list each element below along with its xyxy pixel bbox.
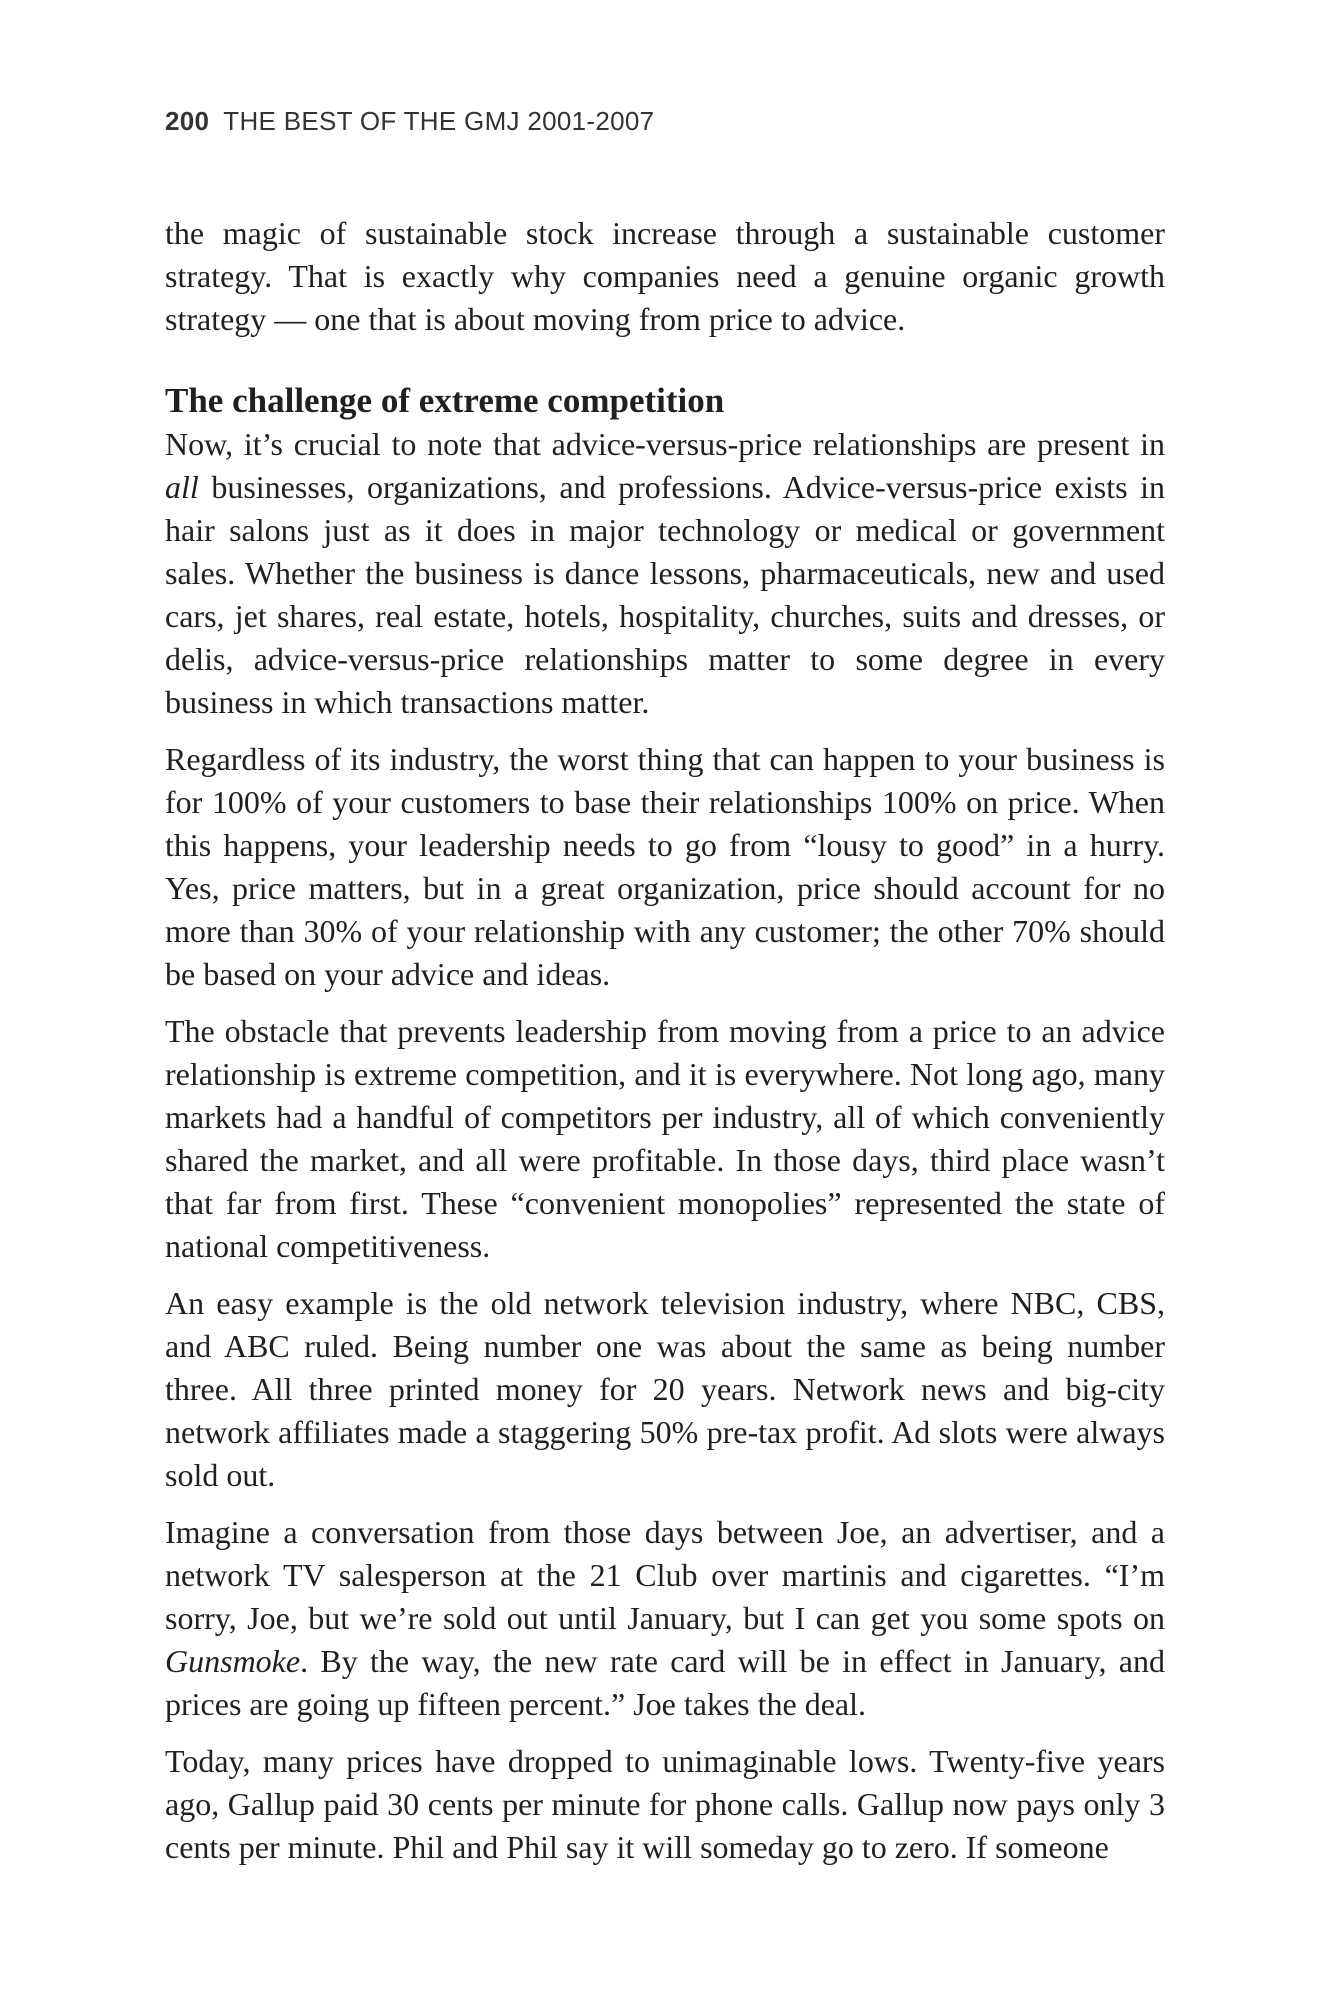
running-header bbox=[165, 106, 654, 137]
paragraph-6-part-2: . By the way, the new rate card will be in effect in January, and prices are going up fifteen percent.” Joe takes the deal. bbox=[165, 1643, 1165, 1722]
body-text bbox=[165, 212, 1165, 1883]
paragraph-6-emphasis: Gunsmoke bbox=[165, 1643, 301, 1679]
paragraph-3: Regardless of its industry, the worst thing that can happen to your business is for 100% of your customers to base their relationships 100% on price. When this happens, your leadership needs to go from “lousy to good” in a hurry. Yes, price matters, but in a great organization, price should account for no more than 30% of your relationship with any customer; the other 70% should be based on your advice and ideas. bbox=[165, 741, 1165, 992]
paragraph-7: Today, many prices have dropped to unimaginable lows. Twenty-five years ago, Gallup paid 30 cents per minute for phone calls. Gallup now pays only 3 cents per minute. Phil and Phil say it will someday go to zero. If someone bbox=[165, 1743, 1165, 1865]
paragraph-5: An easy example is the old network television industry, where NBC, CBS, and ABC ruled. Being number one was about the same as being number three. All three printed money for 20 years. Network news and big-city network affiliates made a staggering 50% pre-tax profit. Ad slots were always sold out. bbox=[165, 1285, 1165, 1493]
paragraph-2 bbox=[165, 423, 1165, 724]
running-title: THE BEST OF THE GMJ 2001-2007 bbox=[223, 106, 655, 136]
paragraph-6-part-1: Imagine a conversation from those days between Joe, an advertiser, and a network TV salesperson at the 21 Club over martinis and cigarettes. “I’m sorry, Joe, but we’re sold out until January, but I can get you some spots on bbox=[165, 1514, 1165, 1636]
book-page bbox=[165, 0, 1165, 2000]
page-number: 200 bbox=[165, 106, 210, 136]
paragraph-2-part-1: Now, it’s crucial to note that advice-versus-price relationships are present in bbox=[165, 426, 1165, 462]
section-heading: The challenge of extreme competition bbox=[165, 381, 725, 420]
paragraph-2-part-2: businesses, organizations, and professions. Advice-versus-price exists in hair salons just as it does in major technology or medical or government sales. Whether the business is dance lessons, pharmaceuticals, new and used cars, jet shares, real estate, hotels, hospitality, churches, suits and dresses, or delis, advice-versus-price relationships matter to some degree in every business in which transactions matter. bbox=[165, 469, 1165, 720]
paragraph-1: the magic of sustainable stock increase through a sustainable customer strategy. That is exactly why companies need a genuine organic growth strategy — one that is about moving from price to advice. bbox=[165, 215, 1165, 337]
paragraph-2-emphasis: all bbox=[165, 469, 199, 505]
paragraph-4: The obstacle that prevents leadership from moving from a price to an advice relationship is extreme competition, and it is everywhere. Not long ago, many markets had a handful of competitors per industry, all of which conveniently shared the market, and all were profitable. In those days, third place wasn’t that far from first. These “convenient monopolies” represented the state of national competitiveness. bbox=[165, 1013, 1165, 1264]
paragraph-6 bbox=[165, 1511, 1165, 1726]
